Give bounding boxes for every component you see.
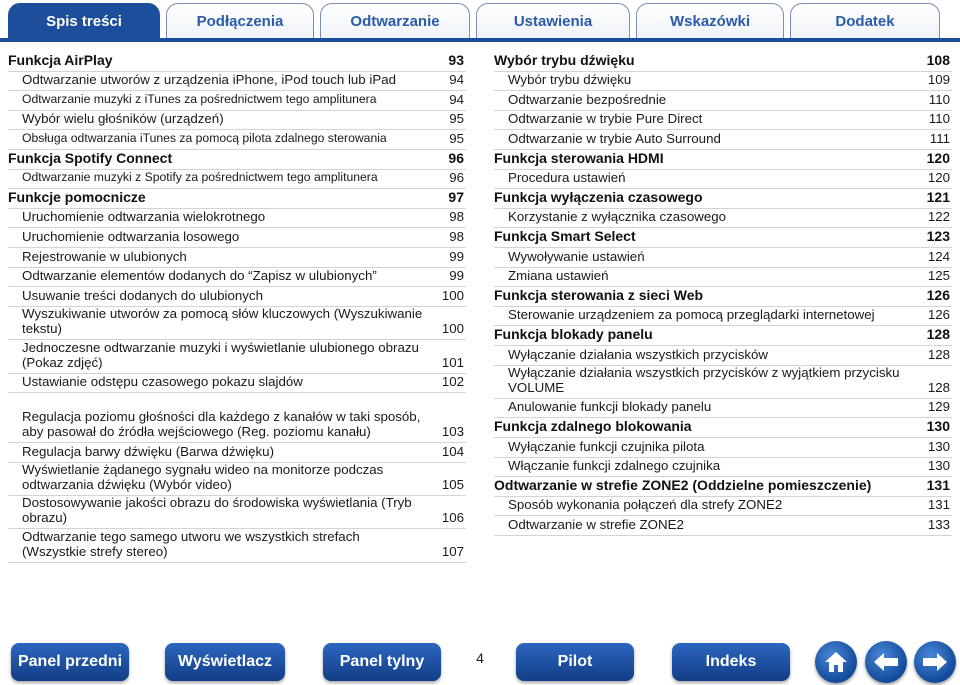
toc-entry: Sterowanie urządzeniem za pomocą przeglądarki internetowej xyxy=(508,307,875,323)
toc-page: 128 xyxy=(927,379,950,395)
toc-entry-row[interactable] xyxy=(494,438,952,458)
toc-page: 128 xyxy=(927,346,950,362)
toc-page: 106 xyxy=(441,510,464,526)
toc-entry-row[interactable] xyxy=(8,72,466,92)
toc-entry-row[interactable] xyxy=(8,111,466,131)
toc-right-column xyxy=(494,52,952,536)
back-button[interactable] xyxy=(865,641,907,683)
toc-entry-row[interactable] xyxy=(8,443,466,463)
toc-page: 94 xyxy=(449,91,464,107)
toc-entry: Wyszukiwanie utworów za pomocą słów kluczowych (Wyszukiwanie tekstu) xyxy=(22,306,423,337)
toc-entry: Regulacja poziomu głośności dla każdego z kanałów w taki sposób, aby pasował do źródła wejściowego (Reg. poziomu kanału) xyxy=(22,409,421,440)
toc-entry: Procedura ustawień xyxy=(508,170,626,186)
display-button[interactable]: Wyświetlacz xyxy=(165,643,285,681)
toc-heading-row[interactable] xyxy=(494,189,952,209)
toc-entry: Usuwanie treści dodanych do ulubionych xyxy=(22,287,263,303)
toc-entry: Dostosowywanie jakości obrazu do środowiska wyświetlania (Tryb obrazu) xyxy=(22,495,412,526)
toc-page: 98 xyxy=(449,209,464,225)
toc-entry-row[interactable] xyxy=(494,268,952,288)
toc-page: 131 xyxy=(927,497,950,513)
toc-entry: Wyłączanie funkcji czujnika pilota xyxy=(508,438,705,454)
toc-heading: Funkcja zdalnego blokowania xyxy=(494,418,692,435)
toc-heading: Funkcja wyłączenia czasowego xyxy=(494,188,703,205)
home-button[interactable] xyxy=(815,641,857,683)
toc-page: 99 xyxy=(449,248,464,264)
toc-entry-row[interactable] xyxy=(8,268,466,288)
toc-entry: Regulacja barwy dźwięku (Barwa dźwięku) xyxy=(22,443,275,459)
toc-heading-row[interactable] xyxy=(494,228,952,248)
toc-entry: Wywoływanie ustawień xyxy=(508,248,645,264)
forward-button[interactable] xyxy=(914,641,956,683)
toc-page: 93 xyxy=(448,51,464,68)
toc-heading-row[interactable] xyxy=(494,150,952,170)
toc-entry-row[interactable] xyxy=(8,248,466,268)
toc-page: 120 xyxy=(927,170,950,186)
toc-entry: Anulowanie funkcji blokady panelu xyxy=(508,399,712,415)
toc-page: 122 xyxy=(927,209,950,225)
toc-heading-row[interactable] xyxy=(494,418,952,438)
toc-entry: Wybór wielu głośników (urządzeń) xyxy=(22,111,224,127)
toc-entry: Uruchomienie odtwarzania wielokrotnego xyxy=(22,209,266,225)
toc-entry: Zmiana ustawień xyxy=(508,268,609,284)
toc-page: 101 xyxy=(441,354,464,370)
toc-page: 126 xyxy=(927,307,950,323)
toc-heading: Funkcja Smart Select xyxy=(494,227,636,244)
toc-page: 109 xyxy=(927,72,950,88)
toc-entry: Wyświetlanie żądanego sygnału wideo na monitorze podczas odtwarzania dźwięku (Wybór video) xyxy=(22,462,384,493)
toc-heading: Funkcja sterowania HDMI xyxy=(494,149,664,166)
page-number: 4 xyxy=(476,650,484,666)
toc-page: 110 xyxy=(928,91,950,107)
toc-entry: Uruchomienie odtwarzania losowego xyxy=(22,228,240,244)
front-panel-button[interactable]: Panel przedni xyxy=(11,643,129,681)
tab-underline xyxy=(0,38,960,42)
toc-page: 129 xyxy=(927,399,950,415)
toc-page: 104 xyxy=(441,443,464,459)
toc-entry-row[interactable] xyxy=(8,209,466,229)
toc-entry: Sposób wykonania połączeń dla strefy ZONE2 xyxy=(508,497,783,513)
toc-entry: Wyłączanie działania wszystkich przycisków z wyjątkiem przycisku VOLUME xyxy=(508,364,900,395)
toc-entry: Odtwarzanie muzyki z Spotify za pośrednictwem tego amplitunera xyxy=(22,170,378,185)
toc-page: 130 xyxy=(927,458,950,474)
toc-entry-row[interactable] xyxy=(494,346,952,366)
toc-page: 133 xyxy=(927,517,950,533)
toc-entry-row[interactable] xyxy=(8,496,466,529)
index-button[interactable]: Indeks xyxy=(672,643,790,681)
toc-page: 96 xyxy=(448,149,464,166)
toc-heading-row[interactable] xyxy=(494,52,952,72)
toc-entry: Odtwarzanie w trybie Auto Surround xyxy=(508,130,721,146)
toc-entry-row[interactable] xyxy=(8,340,466,373)
tab-connections[interactable]: Podłączenia xyxy=(166,3,314,39)
toc-page: 95 xyxy=(449,111,464,127)
toc-entry-row[interactable] xyxy=(494,399,952,419)
toc-page: 131 xyxy=(926,476,950,493)
toc-page: 94 xyxy=(449,72,464,88)
toc-entry-row[interactable] xyxy=(494,307,952,327)
toc-entry: Odtwarzanie elementów dodanych do “Zapisz w ulubionych” xyxy=(22,268,377,284)
toc-entry-row[interactable] xyxy=(8,307,466,340)
toc-entry-row[interactable] xyxy=(8,228,466,248)
toc-page: 96 xyxy=(449,170,464,186)
toc-heading: Wybór trybu dźwięku xyxy=(494,51,635,68)
tab-appendix[interactable]: Dodatek xyxy=(790,3,940,39)
toc-heading: Funkcja sterowania z sieci Web xyxy=(494,286,704,303)
tab-contents[interactable]: Spis treści xyxy=(8,3,160,39)
toc-heading-row[interactable] xyxy=(494,477,952,497)
toc-heading: Funkcja blokady panelu xyxy=(494,325,653,342)
toc-entry-row[interactable] xyxy=(494,248,952,268)
toc-page: 97 xyxy=(448,188,464,205)
toc-page: 124 xyxy=(927,248,950,264)
toc-entry: Odtwarzanie tego samego utworu we wszystkich strefach (Wszystkie strefy stereo) xyxy=(22,528,360,559)
toc-heading-row[interactable] xyxy=(494,287,952,307)
tab-tips[interactable]: Wskazówki xyxy=(636,3,784,39)
toc-page: 103 xyxy=(441,424,464,440)
toc-page: 130 xyxy=(927,438,950,454)
toc-heading: Funkcje pomocnicze xyxy=(8,188,146,205)
toc-entry: Odtwarzanie bezpośrednie xyxy=(508,91,667,107)
toc-page: 130 xyxy=(926,418,950,435)
home-icon xyxy=(823,650,849,674)
toc-entry: Odtwarzanie w strefie ZONE2 xyxy=(508,517,684,533)
toc-entry-row[interactable] xyxy=(494,209,952,229)
toc-entry: Odtwarzanie utworów z urządzenia iPhone, iPod touch lub iPad xyxy=(22,72,397,88)
toc-entry-row[interactable] xyxy=(494,130,952,150)
toc-heading-row[interactable] xyxy=(8,150,466,170)
toc-entry-row[interactable] xyxy=(8,463,466,496)
toc-page: 110 xyxy=(928,111,950,127)
toc-heading: Funkcja AirPlay xyxy=(8,51,113,68)
toc-entry-row[interactable] xyxy=(8,130,466,150)
toc-page: 128 xyxy=(926,325,950,342)
toc-entry-row[interactable] xyxy=(494,366,952,399)
toc-entry: Wyłączanie działania wszystkich przycisków xyxy=(508,346,768,362)
toc-entry-row[interactable] xyxy=(494,516,952,536)
toc-entry-row[interactable] xyxy=(8,170,466,190)
toc-page: 100 xyxy=(441,321,464,337)
arrow-left-icon xyxy=(872,651,900,673)
tab-playback[interactable]: Odtwarzanie xyxy=(320,3,470,39)
toc-entry-row[interactable] xyxy=(8,91,466,111)
toc-page: 107 xyxy=(441,543,464,559)
arrow-right-icon xyxy=(921,651,949,673)
toc-page: 99 xyxy=(449,268,464,284)
tab-settings[interactable]: Ustawienia xyxy=(476,3,630,39)
toc-entry: Obsługa odtwarzania iTunes za pomocą pilota zdalnego sterowania xyxy=(22,130,387,145)
toc-heading-row[interactable] xyxy=(8,52,466,72)
toc-heading: Funkcja Spotify Connect xyxy=(8,149,173,166)
remote-button[interactable]: Pilot xyxy=(516,643,634,681)
rear-panel-button[interactable]: Panel tylny xyxy=(323,643,441,681)
toc-page: 98 xyxy=(449,228,464,244)
toc-entry: Odtwarzanie w trybie Pure Direct xyxy=(508,111,703,127)
toc-page: 111 xyxy=(929,130,950,146)
toc-page: 95 xyxy=(449,130,464,146)
toc-page: 108 xyxy=(926,51,950,68)
toc-entry: Ustawianie odstępu czasowego pokazu slajdów xyxy=(22,374,303,390)
toc-entry-row[interactable] xyxy=(8,374,466,394)
toc-entry: Włączanie funkcji zdalnego czujnika xyxy=(508,458,721,474)
toc-page: 121 xyxy=(926,188,950,205)
toc-left-column xyxy=(8,52,466,563)
toc-heading-row[interactable] xyxy=(494,326,952,346)
toc-entry-row[interactable] xyxy=(494,91,952,111)
toc-entry-row[interactable] xyxy=(494,170,952,190)
toc-entry-row[interactable] xyxy=(494,72,952,92)
toc-page: 105 xyxy=(441,477,464,493)
toc-entry-row[interactable] xyxy=(8,287,466,307)
toc-page: 123 xyxy=(926,227,950,244)
toc-page: 102 xyxy=(441,374,464,390)
toc-entry: Jednoczesne odtwarzanie muzyki i wyświetlanie ulubionego obrazu (Pokaz zdjęć) xyxy=(22,339,419,370)
toc-entry: Korzystanie z wyłącznika czasowego xyxy=(508,209,727,225)
tab-bar xyxy=(0,0,960,44)
toc-entry-row[interactable] xyxy=(8,529,466,562)
toc-entry: Odtwarzanie muzyki z iTunes za pośrednictwem tego amplitunera xyxy=(22,91,377,106)
toc-entry-row[interactable] xyxy=(494,458,952,478)
toc-entry: Rejestrowanie w ulubionych xyxy=(22,248,187,264)
toc-entry-row[interactable] xyxy=(8,393,466,443)
toc-entry: Wybór trybu dźwięku xyxy=(508,72,632,88)
toc-page: 120 xyxy=(926,149,950,166)
toc-entry-row[interactable] xyxy=(494,111,952,131)
toc-heading: Odtwarzanie w strefie ZONE2 (Oddzielne pomieszczenie) xyxy=(494,476,872,493)
toc-page: 100 xyxy=(441,287,464,303)
toc-heading-row[interactable] xyxy=(8,189,466,209)
toc-entry-row[interactable] xyxy=(494,497,952,517)
toc-page: 125 xyxy=(927,268,950,284)
toc-page: 126 xyxy=(926,286,950,303)
